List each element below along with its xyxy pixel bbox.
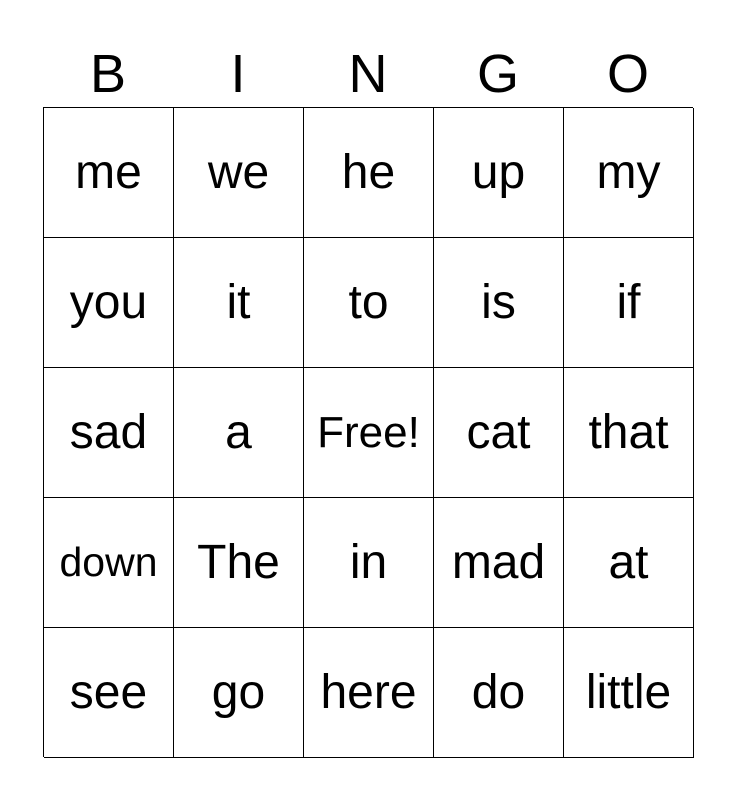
bingo-cell[interactable]: in	[304, 498, 434, 628]
bingo-cell[interactable]: my	[564, 108, 694, 238]
bingo-cell[interactable]: here	[304, 628, 434, 758]
free-space-cell[interactable]: Free!	[304, 368, 434, 498]
bingo-cell[interactable]: little	[564, 628, 694, 758]
bingo-cell[interactable]: down	[44, 498, 174, 628]
header-letter-i: I	[230, 44, 246, 104]
bingo-cell[interactable]: do	[434, 628, 564, 758]
header-letter-b: B	[89, 44, 127, 104]
bingo-cell[interactable]: it	[174, 238, 304, 368]
bingo-cell[interactable]: that	[564, 368, 694, 498]
bingo-cell[interactable]: is	[434, 238, 564, 368]
bingo-cell[interactable]: if	[564, 238, 694, 368]
bingo-cell[interactable]: to	[304, 238, 434, 368]
bingo-cell[interactable]: sad	[44, 368, 174, 498]
bingo-cell[interactable]: we	[174, 108, 304, 238]
bingo-cell[interactable]: a	[174, 368, 304, 498]
bingo-cell[interactable]: he	[304, 108, 434, 238]
bingo-cell[interactable]: go	[174, 628, 304, 758]
bingo-cell[interactable]: mad	[434, 498, 564, 628]
bingo-cell[interactable]: at	[564, 498, 694, 628]
bingo-cell[interactable]: you	[44, 238, 174, 368]
bingo-header	[43, 40, 693, 108]
bingo-cell[interactable]: cat	[434, 368, 564, 498]
bingo-cell[interactable]: up	[434, 108, 564, 238]
bingo-card-grid	[43, 107, 693, 757]
bingo-cell[interactable]: me	[44, 108, 174, 238]
header-letter-n: N	[348, 44, 388, 104]
header-letter-o: O	[606, 44, 649, 104]
bingo-cell[interactable]: see	[44, 628, 174, 758]
header-letter-g: G	[476, 44, 519, 104]
bingo-cell[interactable]: The	[174, 498, 304, 628]
